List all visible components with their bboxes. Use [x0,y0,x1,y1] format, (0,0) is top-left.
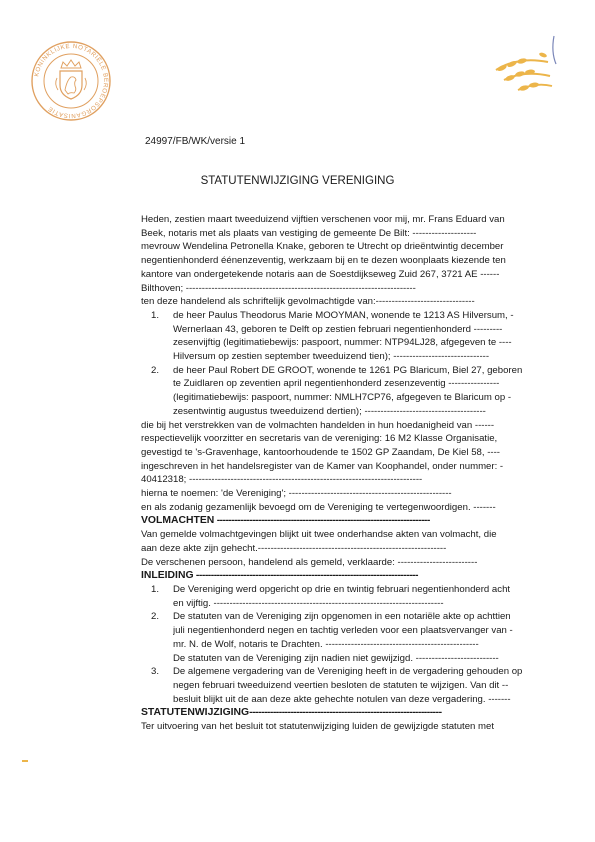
text-line: en als zodanig gezamenlijk bevoegd om de Vereniging te vertegenwoordigen. ------- [141,501,496,513]
inleiding-item-1 [141,583,553,610]
inleiding-item-3 [141,665,553,706]
wheat-flourish-logo [488,30,568,100]
notary-seal [30,40,112,122]
text-line: aan deze akte zijn gehecht.----------------------------------------------------------- [141,542,447,554]
text-line: Hilversum op zestien september tweeduizend tien); ------------------------------ [173,351,490,363]
item-number: 2. [151,364,160,376]
text-line: Van gemelde volmachtgevingen blijkt uit twee onderhandse akten van volmacht, die [141,529,497,541]
statutenwijziging-block [141,720,553,734]
text-line: en vijftig. ------------------------------------------------------------------------ [173,597,444,609]
text-line: negentienhonderd éénenzeventig, werkzaam bij en te dezen woonplaats kiezende ten [141,255,506,267]
item-number: 1. [151,583,160,595]
text-line: ingeschreven in het handelsregister van de Kamer van Koophandel, onder nummer: - [141,460,504,472]
text-line: mevrouw Wendelina Petronella Knake, geboren te Utrecht op drieëntwintig december [141,241,504,253]
text-line: de heer Paul Robert DE GROOT, wonende te 1261 PG Blaricum, Biel 27, geboren [173,364,523,376]
text-line: te Zuidlaren op zeventien april negentienhonderd zesenzeventig ---------------- [173,378,500,390]
text-line: respectievelijk voorzitter en secretaris van de vereniging: 16 M2 Klasse Organisatie, [141,433,498,445]
reference-number: 24997/FB/WK/versie 1 [145,136,246,147]
text-line: besluit blijkt uit de aan deze akte gehechte notulen van deze vergadering. ------- [173,693,511,705]
attorney-1 [141,309,553,364]
text-line: De statuten van de Vereniging zijn opgenomen in een notariële akte op achttien [173,611,511,623]
section-heading-inleiding: INLEIDING --------------------------------------------------------------------------- [141,570,418,582]
text-line: De statuten van de Vereniging zijn nadien niet gewijzigd. -------------------------- [173,652,499,664]
text-line: (legitimatiebewijs: paspoort, nummer: NMLH7CP76, afgegeven te Blaricum op - [173,392,512,404]
text-line: Beek, notaris met als plaats van vestiging de gemeente De Bilt: -------------------- [141,227,477,239]
text-line: Bilthoven; ------------------------------------------------------------------------ [141,282,416,294]
deed-body [141,213,553,734]
text-line: Ter uitvoering van het besluit tot statutenwijziging luiden de gewijzigde statuten met [141,721,495,733]
item-number: 3. [151,666,160,678]
section-heading-volmachten: VOLMACHTEN ------------------------------------------------------------------------ [141,515,430,527]
text-line: De verschenen persoon, handelend als gemeld, verklaarde: ------------------------- [141,556,478,568]
volmachten-block [141,528,553,569]
text-line: ten deze handelend als schriftelijk gevolmachtigde van:------------------------------- [141,296,475,308]
text-line: negen februari tweeduizend veertien besloten de statuten te wijzigen. Van dit -- [173,679,509,691]
capacity-block [141,419,553,515]
text-line: zesentwintig augustus tweeduizend dertien); -------------------------------------- [173,405,486,417]
text-line: die bij het verstrekken van de volmachten handelden in hun hoedanigheid van ------ [141,419,495,431]
text-line: kantore van ondergetekende notaris aan de Soestdijkseweg Zuid 267, 3721 AE ------ [141,268,500,280]
text-line: juli negentienhonderd negen en tachtig verleden voor een plaatsvervanger van - [173,625,513,637]
document-title: STATUTENWIJZIGING VERENIGING [200,175,395,187]
text-line: Wernerlaan 43, geboren te Delft op zestien februari negentienhonderd --------- [173,323,503,335]
item-number: 2. [151,611,160,623]
text-line: gevestigd te 's-Gravenhage, kantoorhoudende te 1502 GP Zaandam, De Kiel 58, ---- [141,446,500,458]
text-line: hierna te noemen: 'de Vereniging'; --------------------------------------------------- [141,488,452,500]
section-heading-statutenwijziging: STATUTENWIJZIGING----------------------------------------------------------------- [141,707,442,719]
text-line: zesenvijftig (legitimatiebewijs: paspoort, nummer: NTP94LJ28, afgegeven te ---- [173,337,512,349]
attorney-2 [141,364,553,419]
intro-block [141,213,553,309]
seal-text: KONINKLIJKE NOTARIËLE BEROEPSORGANISATIE [33,42,110,120]
inleiding-item-2 [141,610,553,665]
margin-mark [22,760,28,762]
text-line: de heer Paulus Theodorus Marie MOOYMAN, wonende te 1213 AS Hilversum, - [173,309,514,321]
text-line: mr. N. de Wolf, notaris te Drachten. ------------------------------------------------ [173,638,479,650]
text-line: De Vereniging werd opgericht op drie en twintig februari negentienhonderd acht [173,583,511,595]
item-number: 1. [151,309,160,321]
text-line: 40412318; ------------------------------------------------------------------------- [141,474,423,486]
text-line: Heden, zestien maart tweeduizend vijftien verschenen voor mij, mr. Frans Eduard van [141,214,505,225]
text-line: De algemene vergadering van de Vereniging heeft in de vergadering gehouden op [173,666,523,678]
